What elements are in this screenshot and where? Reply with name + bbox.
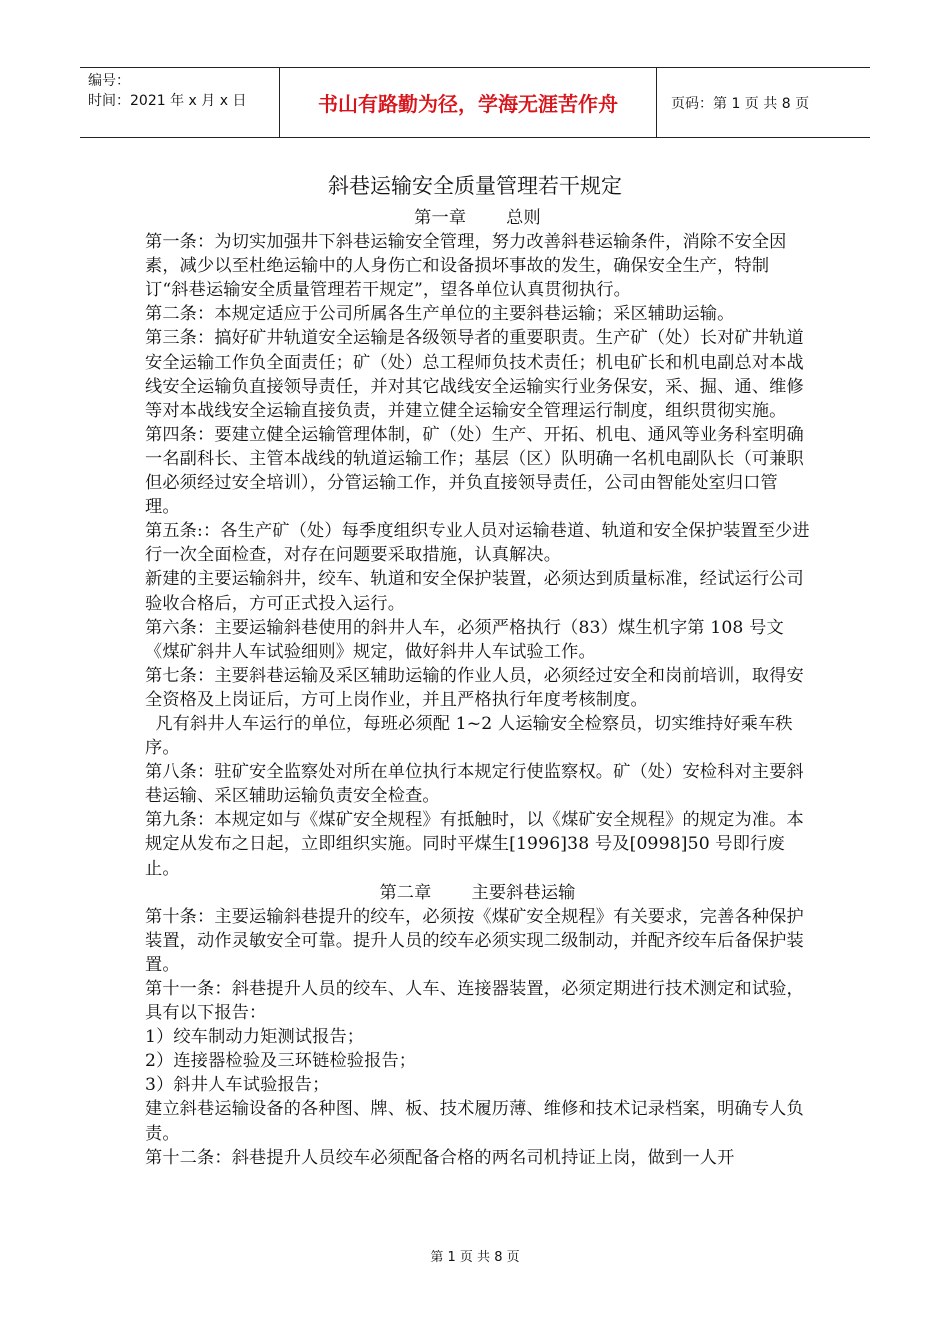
- document-body: [145, 206, 810, 1170]
- chapter-number: 第二章: [379, 882, 432, 903]
- chapter-name: 总则: [506, 208, 541, 228]
- article-paragraph: 新建的主要运输斜井，绞车、轨道和安全保护装置，必须达到质量标准，经试运行公司验收合格后，方可正式投入运行。: [145, 569, 804, 614]
- article-paragraph: 第十条：主要运输斜巷提升的绞车，必须按《煤矿安全规程》有关要求，完善各种保护装置，动作灵敏安全可靠。提升人员的绞车必须实现二级制动，并配齐绞车后备保护装置。: [145, 906, 804, 975]
- article-paragraph: 第三条：搞好矿井轨道安全运输是各级领导者的重要职责。生产矿（处）长对矿井轨道安全运输工作负全面责任；矿（处）总工程师负技术责任；机电矿长和机电副总对本战线安全运输负直接领导责任，并对其它战线安全运输实行业务保安，采、掘、通、维修等对本战线安全运输直接负责，并建立健全运输安全管理运行制度，组织贯彻实施。: [145, 328, 804, 421]
- article-paragraph: 第一条：为切实加强井下斜巷运输安全管理，努力改善斜巷运输条件，消除不安全因素，减少以至杜绝运输中的人身伤亡和设备损坏事故的发生，确保安全生产，特制订“斜巷运输安全质量管理若干规定”，望各单位认真贯彻执行。: [145, 232, 787, 301]
- header-motto: 书山有路勤为径，学海无涯苦作舟: [280, 68, 657, 137]
- chapter-heading: [145, 206, 810, 230]
- page-header: [80, 67, 870, 138]
- list-item: 1）绞车制动力矩测试报告；: [145, 1027, 365, 1048]
- header-meta: [80, 68, 280, 137]
- article-paragraph: 第四条：要建立健全运输管理体制，矿（处）生产、开拓、机电、通风等业务科室明确一名副科长、主管本战线的轨道运输工作；基层（区）队明确一名机电副队长（可兼职但必须经过安全培训），分管运输工作，并负直接领导责任，公司由智能处室归口管理。: [145, 424, 804, 518]
- chapter-heading: [145, 881, 810, 905]
- page-footer: 第 1 页 共 8 页: [430, 1250, 520, 1265]
- document-title: 斜巷运输安全质量管理若干规定: [328, 174, 622, 198]
- article-paragraph: 第九条：本规定如与《煤矿安全规程》有抵触时，以《煤矿安全规程》的规定为准。本规定从发布之日起，立即组织实施。同时平煤生[1996]38 号及[0998]50 号即行废止。: [145, 810, 804, 879]
- article-paragraph: 凡有斜井人车运行的单位，每班必须配 1~2 人运输安全检察员，切实维持好乘车秩序。: [145, 713, 793, 759]
- article-paragraph: 第七条：主要斜巷运输及采区辅助运输的作业人员，必须经过安全和岗前培训，取得安全资格及上岗证后，方可上岗作业，并且严格执行年度考核制度。: [145, 665, 804, 710]
- article-paragraph: 第八条：驻矿安全监察处对所在单位执行本规定行使监察权。矿（处）安检科对主要斜巷运输、采区辅助运输负责安全检查。: [145, 762, 804, 807]
- article-paragraph: 第二条：本规定适应于公司所属各生产单位的主要斜巷运输；采区辅助运输。: [145, 304, 735, 325]
- list-item: 2）连接器检验及三环链检验报告；: [145, 1051, 417, 1072]
- article-paragraph: 第六条：主要运输斜巷使用的斜井人车，必须严格执行（83）煤生机字第 108 号文《煤矿斜井人车试验细则》规定，做好斜井人车试验工作。: [145, 617, 784, 662]
- document-number: 编号：: [88, 73, 130, 89]
- article-paragraph: 建立斜巷运输设备的各种图、牌、板、技术履历薄、维修和技术记录档案，明确专人负责。: [145, 1099, 804, 1144]
- article-paragraph: 第五条:：各生产矿（处）每季度组织专业人员对运输巷道、轨道和安全保护装置至少进行一次全面检查，对存在问题要采取措施，认真解决。: [145, 521, 810, 566]
- article-paragraph: 第十一条：斜巷提升人员的绞车、人车、连接器装置，必须定期进行技术测定和试验，具有以下报告：: [145, 979, 804, 1024]
- chapter-name: 主要斜巷运输: [471, 882, 576, 903]
- chapter-number: 第一章: [414, 208, 467, 228]
- header-page-number: 页码：第 1 页 共 8 页: [671, 95, 810, 112]
- article-paragraph: 第十二条：斜巷提升人员绞车必须配备合格的两名司机持证上岗，做到一人开: [145, 1147, 735, 1168]
- list-item: 3）斜井人车试验报告；: [145, 1075, 330, 1096]
- document-date: 时间：2021 年 x 月 x 日: [88, 93, 247, 109]
